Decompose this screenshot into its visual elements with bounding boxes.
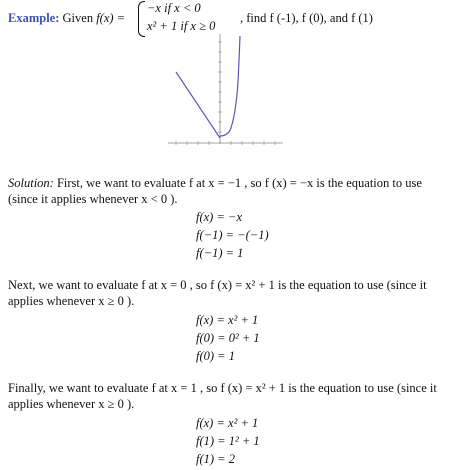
finally-line-2: applies whenever x ≥ 0 ).	[8, 397, 135, 411]
solution-line-1	[8, 176, 422, 191]
given-text: Given	[62, 11, 94, 25]
next-line-2: applies whenever x ≥ 0 ).	[8, 294, 135, 308]
next-eq-3: f(0) = 1	[196, 349, 235, 363]
solution-label: Solution:	[8, 176, 54, 190]
function-definition: f(x) =	[96, 11, 126, 25]
next-line-1: Next, we want to evaluate f at x = 0 , so f (x) = x² + 1 is the equation to use (since it	[8, 278, 427, 292]
solution-eq-3: f(−1) = 1	[196, 246, 244, 260]
example-tail: , find f (-1), f (0), and f (1)	[240, 11, 373, 25]
finally-eq-1: f(x) = x² + 1	[196, 416, 259, 430]
finally-eq-2: f(1) = 1² + 1	[196, 434, 260, 448]
example-line	[8, 11, 125, 26]
case-1: −x if x < 0	[147, 1, 201, 15]
example-label: Example:	[8, 11, 60, 25]
left-branch	[176, 72, 220, 138]
solution-eq-2: f(−1) = −(−1)	[196, 228, 269, 242]
solution-text-1: First, we want to evaluate f at x = −1 , so f (x) = −x is the equation to use	[56, 176, 422, 190]
piecewise-brace	[138, 1, 145, 37]
right-branch	[220, 36, 240, 136]
solution-eq-1: f(x) = −x	[196, 210, 243, 224]
solution-line-2: (since it applies whenever x < 0 ).	[8, 192, 178, 206]
finally-eq-3: f(1) = 2	[196, 452, 235, 466]
next-eq-1: f(x) = x² + 1	[196, 313, 259, 327]
case-2: x² + 1 if x ≥ 0	[147, 19, 216, 33]
function-graph	[168, 32, 288, 160]
finally-line-1: Finally, we want to evaluate f at x = 1 , so f (x) = x² + 1 is the equation to use (since it	[8, 381, 437, 395]
next-eq-2: f(0) = 0² + 1	[196, 331, 260, 345]
